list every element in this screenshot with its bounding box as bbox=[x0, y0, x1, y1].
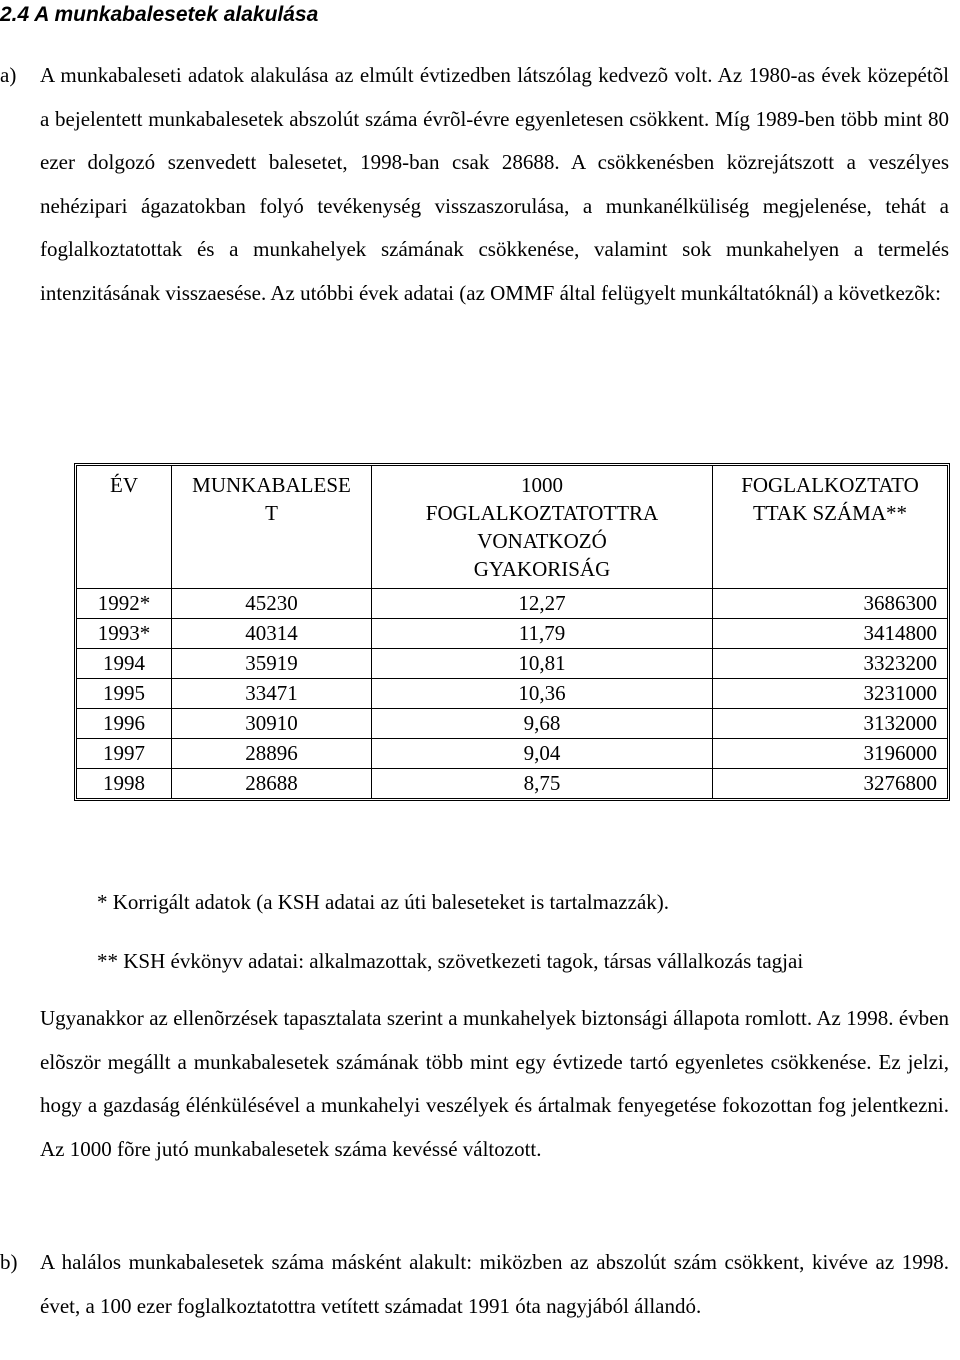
list-marker-a: a) bbox=[0, 63, 17, 87]
header-accidents: MUNKABALESE T bbox=[172, 466, 372, 589]
cell-accidents: 30910 bbox=[172, 709, 372, 739]
cell-employed: 3686300 bbox=[713, 589, 947, 619]
cell-employed: 3231000 bbox=[713, 679, 947, 709]
cell-accidents: 45230 bbox=[172, 589, 372, 619]
table-header-row bbox=[77, 466, 947, 589]
list-marker-b: b) bbox=[0, 1250, 18, 1274]
table-row bbox=[77, 679, 947, 709]
table-row bbox=[77, 739, 947, 769]
cell-employed: 3196000 bbox=[713, 739, 947, 769]
cell-frequency: 11,79 bbox=[372, 619, 713, 649]
cell-frequency: 10,36 bbox=[372, 679, 713, 709]
cell-year: 1998 bbox=[77, 769, 172, 798]
cell-year: 1992* bbox=[77, 589, 172, 619]
cell-accidents: 33471 bbox=[172, 679, 372, 709]
table-body bbox=[77, 589, 947, 798]
cell-employed: 3414800 bbox=[713, 619, 947, 649]
table-row bbox=[77, 769, 947, 798]
header-year: ÉV bbox=[77, 466, 172, 589]
paragraph-2: Ugyanakkor az ellenõrzések tapasztalata szerint a munkahelyek biztonsági állapota romlott. Az 1998. évben elõször megállt a munkabalesetek számának több mint egy évtizede tartó egyenletes csökkenése. Ez jelzi, hogy a gazdaság élénkülésével a munkahelyi veszélyek és ártalmak fenyegetése fokozottan fog jelentkezni. Az 1000 fõre jutó munkabalesetek száma kevéssé változott. bbox=[40, 1006, 949, 1161]
accident-statistics-table bbox=[74, 463, 950, 801]
cell-year: 1995 bbox=[77, 679, 172, 709]
cell-accidents: 28896 bbox=[172, 739, 372, 769]
table-row bbox=[77, 709, 947, 739]
cell-year: 1996 bbox=[77, 709, 172, 739]
footnote-corrected: * Korrigált adatok (a KSH adatai az úti baleseteket is tartalmazzák). bbox=[97, 890, 670, 914]
header-employed: FOGLALKOZTATO TTAK SZÁMA** bbox=[713, 466, 947, 589]
cell-frequency: 9,68 bbox=[372, 709, 713, 739]
table-row bbox=[77, 649, 947, 679]
section-heading: 2.4 A munkabalesetek alakulása bbox=[0, 3, 319, 26]
cell-frequency: 8,75 bbox=[372, 769, 713, 798]
cell-accidents: 35919 bbox=[172, 649, 372, 679]
cell-year: 1997 bbox=[77, 739, 172, 769]
cell-employed: 3276800 bbox=[863, 771, 937, 795]
cell-frequency: 12,27 bbox=[372, 589, 713, 619]
cell-frequency: 9,04 bbox=[372, 739, 713, 769]
header-frequency: 1000 FOGLALKOZTATOTTRA VONATKOZÓ GYAKORISÁG bbox=[372, 466, 713, 589]
cell-employed: 3132000 bbox=[713, 709, 947, 739]
table-row bbox=[77, 589, 947, 619]
cell-year: 1993* bbox=[77, 619, 172, 649]
cell-frequency: 10,81 bbox=[372, 649, 713, 679]
table-row bbox=[77, 619, 947, 649]
footnote-ksh: ** KSH évkönyv adatai: alkalmazottak, szövetkezeti tagok, társas vállalkozás tagjai bbox=[97, 949, 804, 973]
paragraph-b: A halálos munkabalesetek száma másként alakult: miközben az abszolút szám csökkent, kivéve az 1998. évet, a 100 ezer foglalkoztatottra vetített számadat 1991 óta nagyjából állandó. bbox=[40, 1250, 949, 1318]
cell-year: 1994 bbox=[77, 649, 172, 679]
cell-accidents: 40314 bbox=[172, 619, 372, 649]
cell-employed: 3323200 bbox=[713, 649, 947, 679]
cell-accidents: 28688 bbox=[172, 769, 372, 798]
paragraph-a: A munkabaleseti adatok alakulása az elmúlt évtizedben látszólag kedvezõ volt. Az 1980-as évek közepétõl a bejelentett munkabalesetek abszolút száma évrõl-évre egyenletesen csökkent. Míg 1989-ben több mint 80 ezer dolgozó szenvedett balesetet, 1998-ban csak 28688. A csökkenésben közrejátszott a veszélyes nehézipari ágazatokban folyó tevékenység visszaszorulása, a munkanélküliség megjelenése, tehát a foglalkoztatottak és a munkahelyek számának csökkenése, valamint sok munkahelyen a termelés intenzitásának visszaesése. Az utóbbi évek adatai (az OMMF által felügyelt munkáltatóknál) a következõk: bbox=[40, 63, 949, 305]
